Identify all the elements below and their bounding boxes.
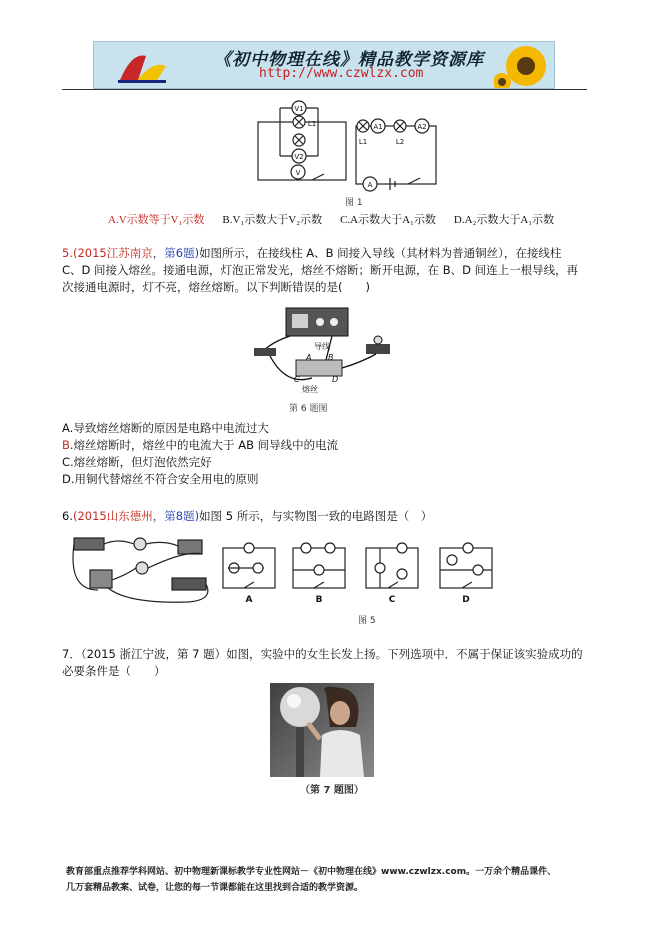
- q5-text-1: 如图所示，在接线柱 A、B 间接入导线（其材料为普通铜丝），在接线柱: [199, 246, 562, 260]
- q5-line-3: 次接通电源时，灯不亮，熔丝熔断。以下判断错误的是( ): [62, 280, 370, 294]
- q5-option-b-letter: B: [62, 438, 70, 452]
- q7-stem: [62, 646, 602, 680]
- q5-option-a[interactable]: A.导致熔丝熔断的原因是电路中电流过大: [62, 421, 269, 435]
- q6-choice-a[interactable]: A: [245, 595, 253, 605]
- q5-number: 5.: [62, 246, 73, 260]
- q5-line-1: [62, 245, 602, 262]
- meter-v1-label: V1: [294, 105, 304, 113]
- page-footer: [66, 864, 601, 896]
- q5-option-b[interactable]: [62, 437, 602, 454]
- q4-option-c[interactable]: C.A示数大于A₁示数: [340, 214, 436, 226]
- q6-figure-caption: 图 5: [358, 616, 376, 626]
- lamp-l1-label: L1: [307, 120, 317, 128]
- q4-options: [108, 211, 572, 227]
- q6-figure: [68, 530, 528, 610]
- q4-option-b[interactable]: B.V₁示数大于V₂示数: [222, 214, 323, 226]
- site-logo-icon: [112, 46, 172, 86]
- banner-url[interactable]: http://www.czwlzx.com: [259, 66, 424, 81]
- q6-source-place: 山东德州: [106, 509, 153, 523]
- q5-options: [62, 420, 602, 488]
- q5-label-c: C: [294, 375, 300, 384]
- meter-v2-label: V2: [294, 153, 304, 161]
- q5-label-wire: 导线: [314, 342, 330, 351]
- q5-line-2: C、D 间接入熔丝。接通电源，灯泡正常发光，熔丝不熔断；断开电源，在 B、D 间连上一根导线，再: [62, 263, 579, 277]
- q5-option-b-text: .熔丝熔断时，熔丝中的电流大于 AB 间导线中的电流: [69, 438, 339, 452]
- meter-v-label: V: [295, 169, 301, 177]
- banner-title: 《初中物理在线》精品教学资源库: [214, 50, 484, 70]
- figure-1-caption: 图 1: [345, 198, 363, 208]
- q4-option-a[interactable]: A.V示数等于V₁示数: [108, 214, 205, 226]
- q7-figure-caption: （第 7 题图）: [300, 785, 364, 796]
- q6-source-year: (2015: [72, 509, 107, 523]
- q6-source-item: ，第8题): [152, 509, 200, 523]
- lamp-l1-right-label: L1: [358, 138, 368, 146]
- q6-choice-b[interactable]: B: [315, 595, 323, 605]
- lamp-l2-label: L2: [395, 138, 405, 146]
- q6-number: 6.: [62, 509, 73, 523]
- q5-option-c[interactable]: C.熔丝熔断，但灯泡依然完好: [62, 455, 212, 469]
- q5-figure-caption: 第 6 题图: [289, 404, 328, 414]
- figure-1-circuits: [252, 94, 452, 194]
- q7-line-2: 必要条件是（ ）: [62, 664, 166, 678]
- q5-label-b: B: [328, 353, 334, 362]
- q5-stem: [62, 245, 602, 296]
- sunflower-icon: [494, 42, 554, 88]
- q4-option-d[interactable]: D.A₂示数大于A₁示数: [453, 214, 555, 226]
- q6-choice-c[interactable]: C: [388, 595, 396, 605]
- header-rule: [62, 89, 587, 90]
- q7-line-1: 7．（2015 浙江宁波，第 7 题）如图，实验中的女生长发上扬。下列选项中．不属于保证该实验成功的: [62, 647, 583, 661]
- meter-a-label: A: [367, 181, 373, 189]
- header-banner: [93, 41, 555, 89]
- q5-figure: [250, 302, 400, 398]
- q6-choice-d[interactable]: D: [462, 595, 470, 605]
- q5-label-a: A: [306, 353, 312, 362]
- meter-a1-label: A1: [373, 123, 383, 131]
- q6-stem: [62, 508, 602, 525]
- footer-line-1: 教育部重点推荐学科网站、初中物理新课标教学专业性网站－《初中物理在线》www.czwlzx.com。一万余个精品课件、: [66, 867, 557, 877]
- meter-a2-label: A2: [417, 123, 427, 131]
- q5-label-fuse: 熔丝: [302, 385, 318, 394]
- q5-label-d: D: [332, 375, 339, 384]
- q5-source-year: (2015: [72, 246, 107, 260]
- q5-source-item: ，第6题): [152, 246, 200, 260]
- q6-text: 如图 5 所示，与实物图一致的电路图是（ ）: [199, 509, 433, 523]
- q7-photo: [270, 683, 374, 777]
- q5-option-d[interactable]: D.用铜代替熔丝不符合安全用电的原则: [62, 472, 259, 486]
- footer-line-2: 几万套精品教案、试卷，让您的每一节课都能在这里找到合适的教学资源。: [66, 883, 364, 893]
- q5-source-place: 江苏南京: [106, 246, 153, 260]
